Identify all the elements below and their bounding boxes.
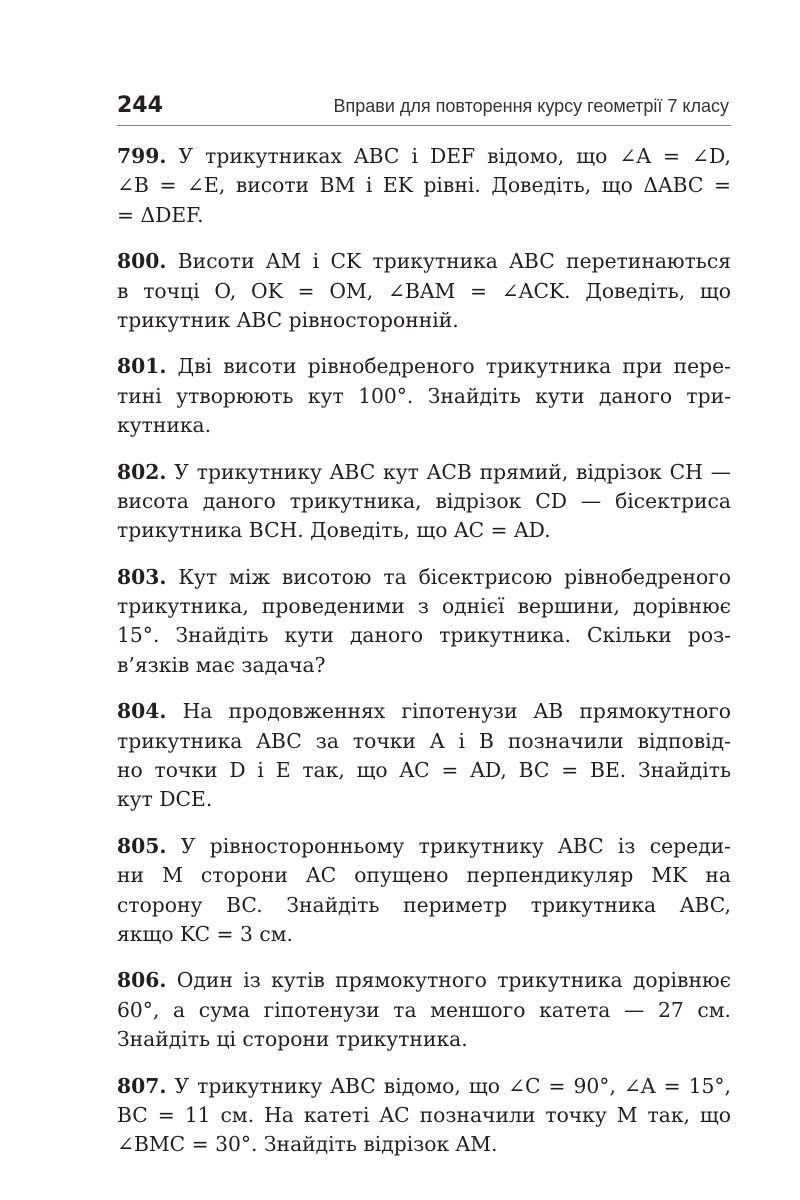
exercise-line (117, 247, 731, 276)
exercise-line (117, 352, 731, 381)
exercise-line: ∠B = ∠E, висоти BM і EK рівні. Доведіть, що ΔABC = (117, 173, 731, 198)
exercise-line: кут DCE. (117, 787, 213, 812)
exercise-line (117, 697, 731, 726)
exercise-line: в’язків має задача? (117, 652, 326, 677)
exercise-text: Дві висоти рівнобедреного трикутника при пере- (177, 354, 731, 379)
exercise-text: У рівносторонньому трикутнику ABC із середи- (180, 833, 731, 858)
exercise-804 (117, 697, 731, 815)
exercise-text: У трикутнику ABC відомо, що ∠C = 90°, ∠A = 15°, (174, 1073, 731, 1098)
exercise-line: ∠BMC = 30°. Знайдіть відрізок AM. (117, 1132, 498, 1157)
exercise-number: 806. (117, 968, 167, 993)
exercise-text: На продовженнях гіпотенузи AB прямокутного (182, 699, 731, 724)
exercise-number: 801. (117, 354, 167, 379)
exercise-text: Кут між висотою та бісектрисою рівнобедреного (178, 564, 732, 589)
exercise-line: трикутник ABC рівносторонній. (117, 307, 459, 332)
exercise-line: = ΔDEF. (117, 202, 204, 227)
exercise-line: BC = 11 см. На катеті AC позначили точку M так, що (117, 1102, 731, 1127)
exercise-number: 807. (117, 1073, 167, 1098)
exercise-line (117, 142, 731, 171)
exercise-801 (117, 352, 731, 440)
exercise-800 (117, 247, 731, 335)
exercise-line: трикутника BCH. Доведіть, що AC = AD. (117, 518, 551, 543)
exercise-line: Знайдіть ці сторони трикутника. (117, 1027, 468, 1052)
exercise-number: 802. (117, 459, 167, 484)
exercise-line (117, 966, 731, 995)
exercise-802 (117, 458, 731, 546)
exercise-799 (117, 142, 731, 230)
exercise-807 (117, 1072, 731, 1160)
running-title: Вправи для повторення курсу геометрії 7 класу (333, 96, 729, 116)
page-header (117, 91, 731, 126)
exercise-number: 800. (117, 249, 167, 274)
exercise-line (117, 1072, 731, 1101)
exercise-line: 15°. Знайдіть кути даного трикутника. Скільки роз- (117, 623, 731, 648)
exercise-number: 799. (117, 144, 167, 168)
exercise-line: ни M сторони AC опущено перпендикуляр MK на (117, 863, 731, 888)
exercise-line (117, 458, 731, 487)
exercise-line: в точці O, OK = OM, ∠BAM = ∠ACK. Доведіть, що (117, 278, 731, 303)
exercise-line: трикутника, проведеними з однієї вершини, дорівнює (117, 594, 731, 619)
exercise-line (117, 563, 731, 592)
exercise-line: сторону BC. Знайдіть периметр трикутника ABC, (117, 892, 731, 917)
exercise-line: 60°, а сума гіпотенузи та меншого катета — 27 см. (117, 997, 731, 1022)
exercise-805 (117, 832, 731, 950)
exercise-text: Висоти AM і CK трикутника ABC перетинаються (177, 249, 731, 274)
exercise-list (117, 142, 731, 1177)
exercise-number: 804. (117, 699, 167, 724)
exercise-number: 805. (117, 833, 167, 858)
exercise-text: Один із кутів прямокутного трикутника дорівнює (176, 968, 731, 993)
exercise-number: 803. (117, 564, 167, 589)
exercise-806 (117, 966, 731, 1054)
exercise-803 (117, 563, 731, 681)
exercise-line: тині утворюють кут 100°. Знайдіть кути даного три- (117, 383, 731, 408)
exercise-line (117, 832, 731, 861)
exercise-line: трикутника ABC за точки A і B позначили відповід- (117, 728, 731, 753)
exercise-line: кутника. (117, 413, 212, 438)
exercise-line: якщо KC = 3 см. (117, 921, 293, 946)
exercise-line: висота даного трикутника, відрізок CD — бісектриса (117, 488, 731, 513)
exercise-text: У трикутнику ABC кут ACB прямий, відрізок CH — (174, 459, 731, 484)
page-number: 244 (117, 93, 163, 118)
exercise-text: У трикутниках ABC і DEF відомо, що ∠A = ∠D, (178, 144, 732, 168)
exercise-line: но точки D і E так, що AC = AD, BC = BE. Знайдіть (117, 758, 731, 783)
